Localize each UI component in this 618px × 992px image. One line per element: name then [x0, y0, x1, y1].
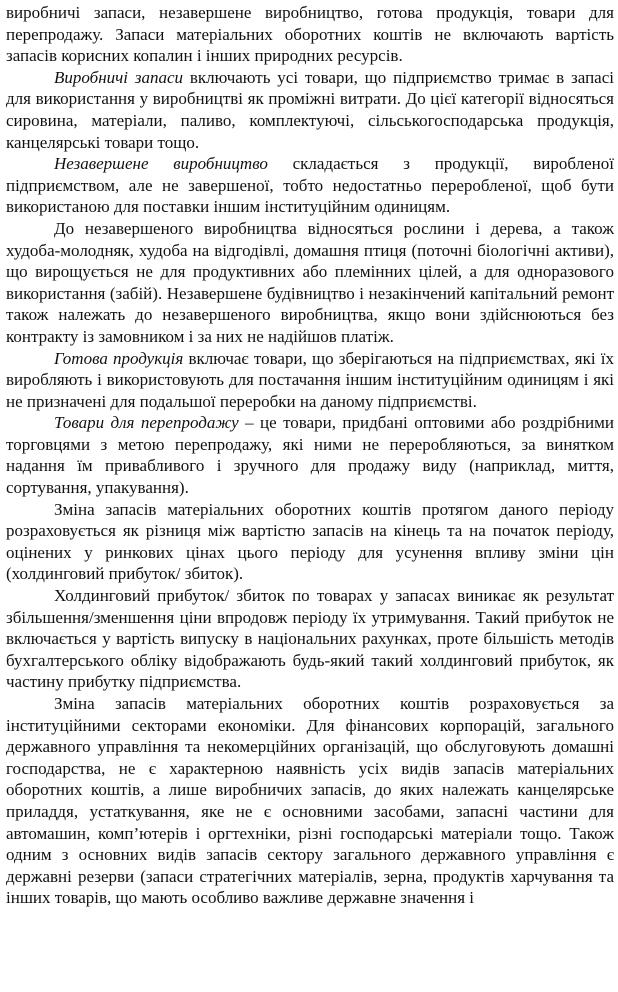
paragraph-change-in-inventories — [6, 499, 614, 585]
term-goods-for-resale: Товари для перепродажу — [54, 413, 239, 433]
paragraph-text: Зміна запасів матеріальних оборотних коштів протягом даного періоду розраховується як різниця між вартістю запасів на кінець та на початок періоду, оцінених у ринкових цінах цього періоду для усунення впливу зміни цін (холдинговий прибуток/ збиток). — [6, 499, 614, 584]
paragraph-text: включає товари, що зберігаються на підприємствах, які їх виробляють і використовують для постачання іншим інституційним одиницям і які не призначені для подальшої переробки на даному підприємстві. — [6, 348, 614, 411]
term-production-stocks: Виробничі запаси — [54, 67, 184, 87]
paragraph-institutional-sectors — [6, 693, 614, 909]
paragraph-goods-for-resale — [6, 412, 614, 498]
paragraph-intro — [6, 2, 614, 67]
paragraph-finished-goods — [6, 348, 614, 413]
paragraph-text: – це товари, придбані оптовими або роздрібними торговцями з метою перепродажу, які ними не переробляються, за винятком надання їм привабливого і зручного для продажу виду (наприклад, миття, сортування, упакування). — [6, 413, 614, 498]
paragraph-text: виробничі запаси, незавершене виробництво, готова продукція, товари для перепродажу. Запаси матеріальних оборотних коштів не включають вартість запасів корисних копалин і інших природних ресурсів. — [6, 3, 614, 66]
paragraph-production-stocks — [6, 67, 614, 153]
paragraph-work-in-progress — [6, 153, 614, 218]
paragraph-text: До незавершеного виробництва відносяться рослини і дерева, а також худоба-молодняк, худоба на відгодівлі, домашня птиця (поточні біологічні активи), що вирощується не для продуктивних або племінних цілей, а для одноразового використання (забій). Незавершене будівництво і незакінчений капітальний ремонт також належать до незавершеного виробництва, якщо вони здійснюються без контракту із замовником і за них не надійшов платіж. — [6, 218, 614, 346]
paragraph-text: включають усі товари, що підприємство тримає в запасі для використання у виробництві як проміжні витрати. До цієї категорії відносяться сировина, матеріали, паливо, комплектуючі, сільськогосподарська продукція, канцелярські товари тощо. — [6, 67, 614, 152]
paragraph-work-in-progress-details — [6, 218, 614, 348]
paragraph-text: Холдинговий прибуток/ збиток по товарах у запасах виникає як результат збільшення/зменшення ціни впродовж періоду їх утримування. Такий прибуток не включається у вартість випуску в національних рахунках, проте більшість методів бухгалтерського обліку відображають будь-який такий холдинговий прибуток, як частину прибутку підприємства. — [6, 586, 614, 692]
paragraph-text: Зміна запасів матеріальних оборотних коштів розраховується за інституційними секторами економіки. Для фінансових корпорацій, загального державного управління та некомерційних організацій, що обслуговують домашні господарства, не є характерною наявність усіх видів запасів матеріальних оборотних коштів, а лише виробничих запасів, до яких належать канцелярське приладдя, устаткування, яке не є основними засобами, запасні частини для автомашин, комп’ютерів і оргтехніки, різні господарські матеріали тощо. Також одним з основних видів запасів сектору загального державного управління є державні резерви (запаси стратегічних матеріалів, зерна, продуктів харчування та інших товарів, що мають особливо важливе державне значення і — [6, 694, 614, 908]
paragraph-holding-gain — [6, 585, 614, 693]
paragraph-text: складається з продукції, виробленої підприємством, але не завершеної, тобто недостатньо переробленої, щоб бути використаною для поставки іншим інституційним одиницям. — [6, 154, 614, 217]
term-finished-goods: Готова продукція — [54, 348, 184, 368]
term-work-in-progress: Незавершене виробництво — [54, 154, 268, 174]
